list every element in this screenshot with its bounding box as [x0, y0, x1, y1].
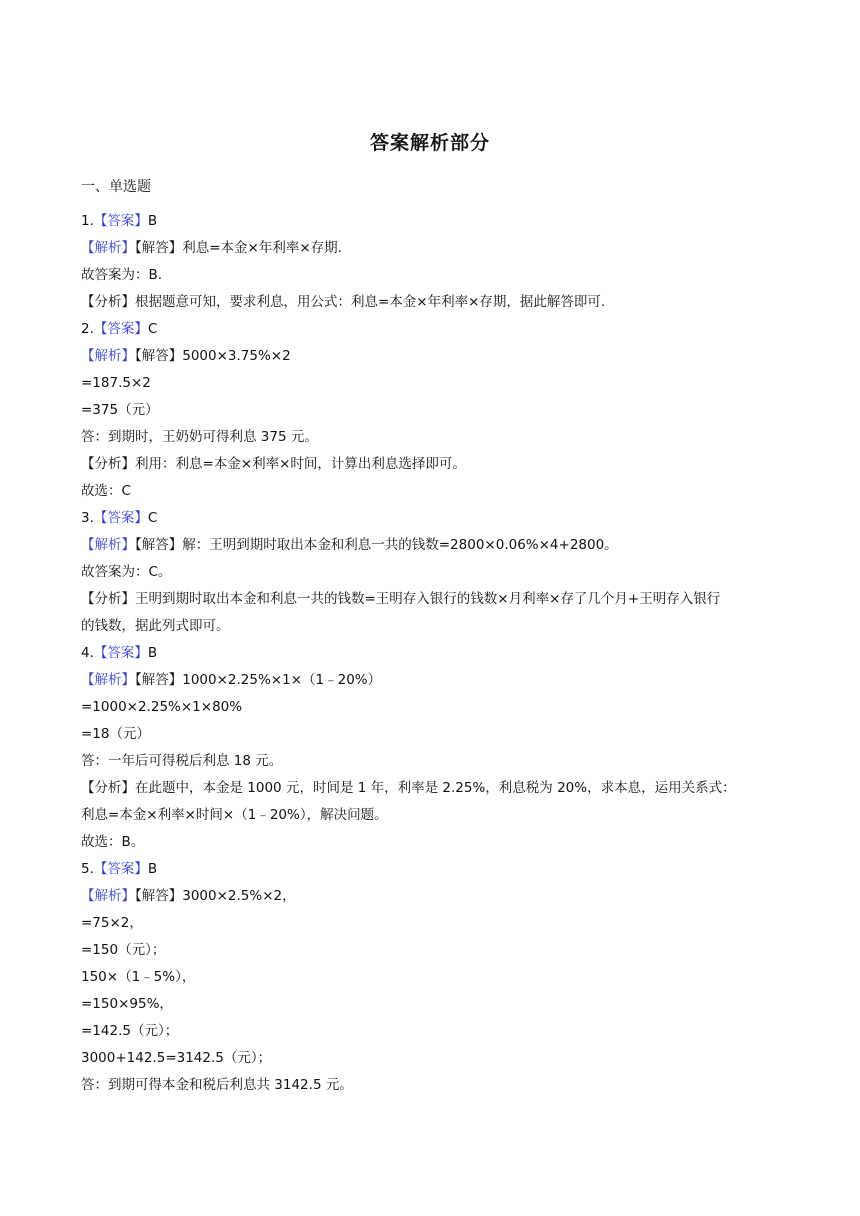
question-4-solution: 【解析】【解答】1000×2.25%×1×（1﹣20%）	[81, 672, 382, 688]
question-5-step: 答：到期可得本金和税后利息共 3142.5 元。	[81, 1077, 353, 1093]
section-heading: 一、单选题	[81, 179, 151, 195]
question-1-answer: 1.【答案】B	[81, 213, 158, 229]
question-4-step: =1000×2.25%×1×80%	[81, 699, 243, 715]
question-3-solution: 【解析】【解答】解：王明到期时取出本金和利息一共的钱数=2800×0.06%×4+2800。	[81, 537, 618, 553]
question-5-step: =75×2，	[81, 915, 143, 931]
question-5-answer: 5.【答案】B	[81, 861, 158, 877]
question-4-analysis: 【分析】在此题中，本金是 1000 元，时间是 1 年，利率是 2.25%，利息税为 20%，求本息，运用关系式：	[81, 780, 736, 796]
question-2-step: =375（元）	[81, 402, 159, 418]
question-4-answer: 4.【答案】B	[81, 645, 158, 661]
question-3-answer: 3.【答案】C	[81, 510, 158, 526]
question-4-analysis: 利息=本金×利率×时间×（1﹣20%），解决问题。	[81, 807, 388, 823]
question-5-step: =142.5（元）；	[81, 1023, 179, 1039]
question-5-step: =150×95%，	[81, 996, 173, 1012]
question-5-step: 150×（1﹣5%），	[81, 969, 196, 985]
question-2-conclusion: 故选：C	[81, 483, 131, 499]
question-3-analysis: 【分析】王明到期时取出本金和利息一共的钱数=王明存入银行的钱数×月利率×存了几个月+王明存入银行	[81, 591, 721, 607]
question-5-solution: 【解析】【解答】3000×2.5%×2，	[81, 888, 296, 904]
question-2-answer: 2.【答案】C	[81, 321, 158, 337]
question-2-analysis: 【分析】利用：利息=本金×利率×时间，计算出利息选择即可。	[81, 456, 466, 472]
question-3-analysis: 的钱数，据此列式即可。	[81, 618, 230, 634]
question-1-analysis: 【分析】根据题意可知，要求利息，用公式：利息=本金×年利率×存期，据此解答即可.	[81, 294, 606, 310]
question-5-step: =150（元）；	[81, 942, 166, 958]
question-4-conclusion: 故选：B。	[81, 834, 145, 850]
question-1-conclusion: 故答案为：B.	[81, 267, 163, 283]
question-3-step: 故答案为：C。	[81, 564, 172, 580]
question-4-step: =18（元）	[81, 726, 150, 742]
question-2-step: 答：到期时，王奶奶可得利息 375 元。	[81, 429, 318, 445]
page-title: 答案解析部分	[369, 132, 490, 154]
question-4-step: 答：一年后可得税后利息 18 元。	[81, 753, 283, 769]
answer-body	[81, 208, 781, 1099]
question-2-solution: 【解析】【解答】5000×3.75%×2	[81, 348, 291, 364]
question-2-step: =187.5×2	[81, 375, 151, 391]
question-1-solution: 【解析】【解答】利息=本金×年利率×存期.	[81, 240, 342, 256]
question-5-step: 3000+142.5=3142.5（元）；	[81, 1050, 272, 1066]
